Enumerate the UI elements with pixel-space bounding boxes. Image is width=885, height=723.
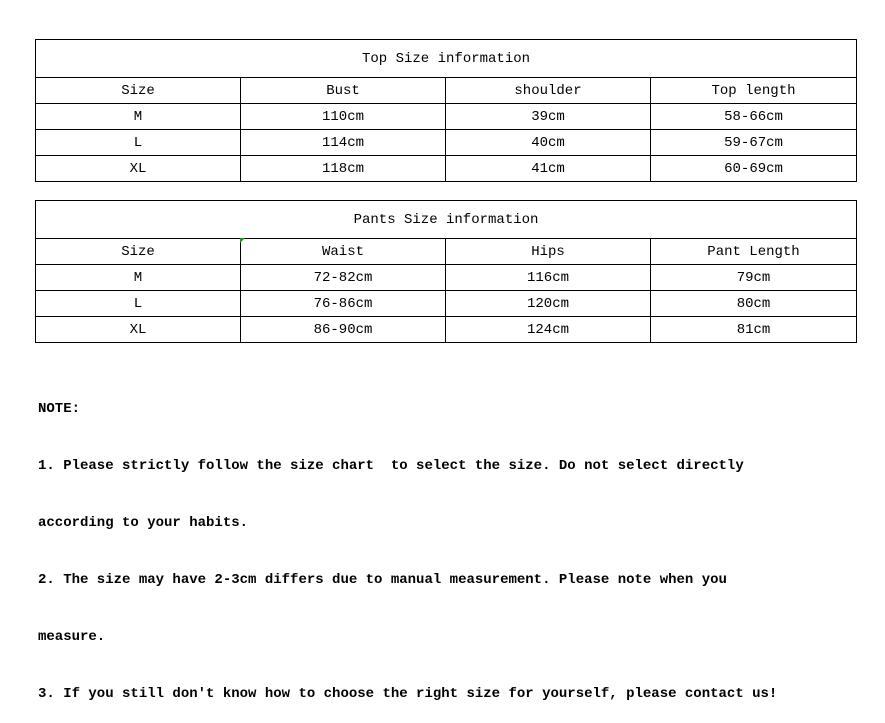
table-cell: M [36,104,241,130]
header-cell: Pant Length [651,239,857,265]
note-line: 2. The size may have 2-3cm differs due to manual measurement. Please note when you [38,572,727,588]
table-header-row [36,239,857,265]
table-cell: 80cm [651,291,857,317]
table-row [36,317,857,343]
table-cell: 110cm [241,104,446,130]
table-cell: 60-69cm [651,156,857,182]
table-cell: 114cm [241,130,446,156]
table-cell: XL [36,317,241,343]
note-line: 1. Please strictly follow the size chart to select the size. Do not select directly [38,458,744,474]
table-cell: L [36,291,241,317]
table-cell: 76-86cm [241,291,446,317]
table-row [36,130,857,156]
table-cell: 120cm [446,291,651,317]
cell-comment-marker [240,238,245,243]
notes-heading: NOTE: [38,401,81,417]
header-cell: shoulder [446,78,651,104]
table-cell: M [36,265,241,291]
table-cell: 58-66cm [651,104,857,130]
notes-section [38,362,868,723]
table-cell: 40cm [446,130,651,156]
table-cell: L [36,130,241,156]
table-cell: 72-82cm [241,265,446,291]
table-cell: 59-67cm [651,130,857,156]
table-row [36,265,857,291]
pants-size-table [35,200,857,343]
table-cell: 124cm [446,317,651,343]
header-cell: Hips [446,239,651,265]
table-cell: 79cm [651,265,857,291]
table-cell: XL [36,156,241,182]
table-row [36,156,857,182]
note-line: according to your habits. [38,515,249,531]
table-cell: 81cm [651,317,857,343]
header-cell: Top length [651,78,857,104]
table-cell: 39cm [446,104,651,130]
pants-table-title: Pants Size information [36,201,857,239]
table-cell: 41cm [446,156,651,182]
table-row [36,104,857,130]
table-cell: 118cm [241,156,446,182]
header-cell: Size [36,239,241,265]
table-header-row [36,78,857,104]
table-row [36,291,857,317]
table-cell: 86-90cm [241,317,446,343]
note-line: 3. If you still don't know how to choose the right size for yourself, please contact us! [38,686,778,702]
top-size-table [35,39,857,182]
header-cell: Waist [241,239,446,265]
header-cell: Size [36,78,241,104]
header-cell: Bust [241,78,446,104]
note-line: measure. [38,629,106,645]
table-cell: 116cm [446,265,651,291]
top-table-title: Top Size information [36,40,857,78]
